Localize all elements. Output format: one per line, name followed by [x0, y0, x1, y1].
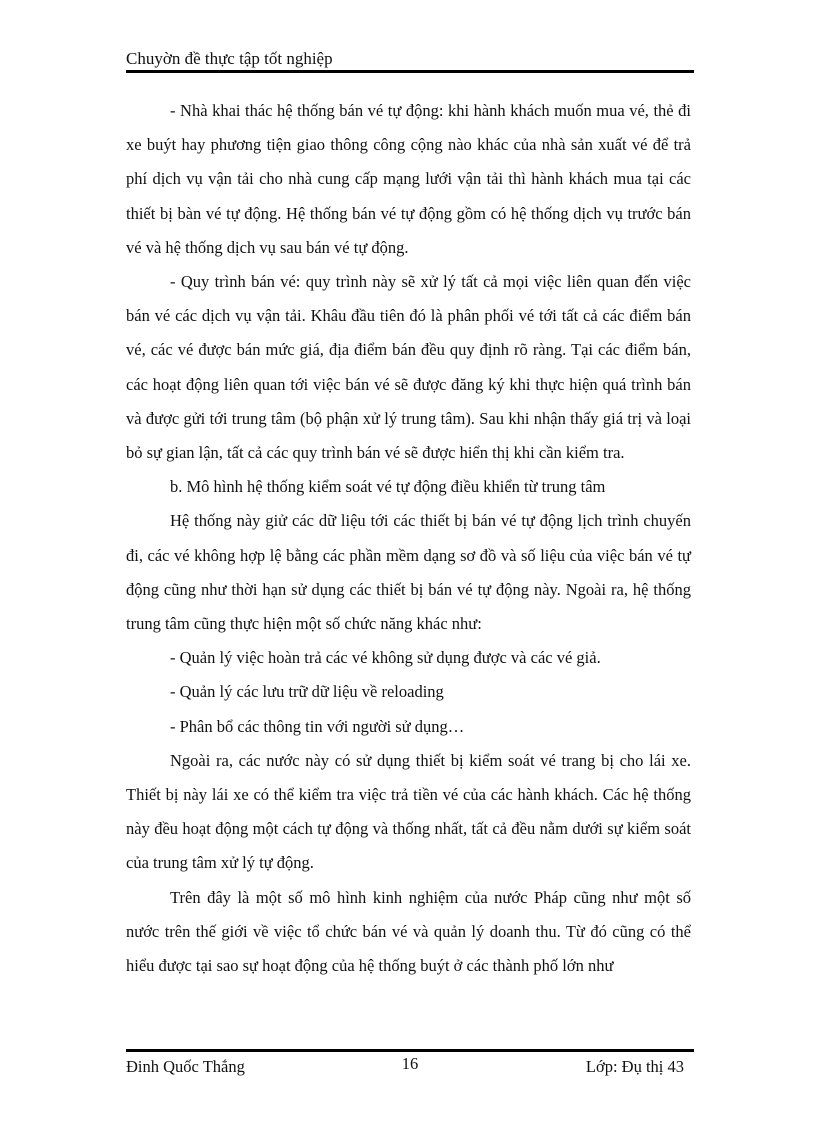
list-item-distribution: - Phân bổ các thông tin với người sử dụng…	[170, 716, 465, 736]
footer-class: Lớp: Đụ thị 43	[585, 1057, 684, 1076]
paragraph-ticket-process: - Quy trình bán vé: quy trình này sẽ xử lý tất cả mọi việc liên quan đến việc bán vé các dịch vụ vận tải. Khâu đầu tiên đó là phân phối vé tới tất cả các điểm bán vé, các vé được bán mức giá, địa điểm bán đều quy định rõ ràng. Tại các điểm bán, các hoạt động liên quan tới việc bán vé sẽ được đăng ký khi thực hiện quá trình bán và được gửi tới trung tâm (bộ phận xử lý trung tâm). Sau khi nhận thấy giá trị và loại bỏ sự gian lận, tất cả các quy trình bán vé sẽ được hiển thị khi cần kiểm tra.	[126, 272, 691, 463]
footer-rule	[126, 1049, 694, 1052]
paragraph-conclusion: Trên đây là một số mô hình kinh nghiệm của nước Pháp cũng như một số nước trên thế giới về việc tổ chức bán vé và quản lý doanh thu. Từ đó cũng có thể hiểu được tại sao sự hoạt động của hệ thống buýt ở các thành phố lớn như	[126, 887, 691, 976]
section-heading-b: b. Mô hình hệ thống kiểm soát vé tự động điều khiển từ trung tâm	[170, 477, 606, 497]
footer-author: Đinh Quốc Thắng	[126, 1057, 245, 1076]
list-item-storage: - Quản lý các lưu trữ dữ liệu về reloading	[170, 682, 444, 702]
document-body	[126, 94, 691, 983]
footer-row	[126, 1054, 694, 1079]
header-rule	[126, 70, 694, 73]
list-item-refund: - Quản lý việc hoàn trả các vé không sử dụng được và các vé giả.	[170, 648, 601, 668]
paragraph-driver-device: Ngoài ra, các nước này có sử dụng thiết bị kiểm soát vé trang bị cho lái xe. Thiết bị này lái xe có thể kiểm tra việc trả tiền vé của các hành khách. Các hệ thống này đều hoạt động một cách tự động và thống nhất, tất cả đều nằm dưới sự kiểm soát của trung tâm xử lý tự động.	[126, 750, 691, 873]
paragraph-central-system: Hệ thống này giử các dữ liệu tới các thiết bị bán vé tự động lịch trình chuyến đi, các vé không hợp lệ bằng các phần mềm dạng sơ đồ và số liệu của việc bán vé tự động cũng như thời hạn sử dụng các thiết bị bán vé tự động này. Ngoài ra, hệ thống trung tâm cũng thực hiện một số chức năng khác như:	[126, 511, 691, 634]
page-number: 16	[401, 1054, 419, 1073]
page-header	[126, 48, 694, 70]
header-title: Chuyờn đề thực tập tốt nghiệp	[126, 49, 333, 68]
paragraph-ticket-operator: - Nhà khai thác hệ thống bán vé tự động: khi hành khách muốn mua vé, thẻ đi xe buýt hay phương tiện giao thông công cộng nào khác của nhà sản xuất vé để trả phí dịch vụ vận tải cho nhà cung cấp mạng lưới vận tải thì hành khách mua tại các thiết bị bàn vé tự động. Hệ thống bán vé tự động gồm có hệ thống dịch vụ trước bán vé và hệ thống dịch vụ sau bán vé tự động.	[126, 101, 691, 257]
